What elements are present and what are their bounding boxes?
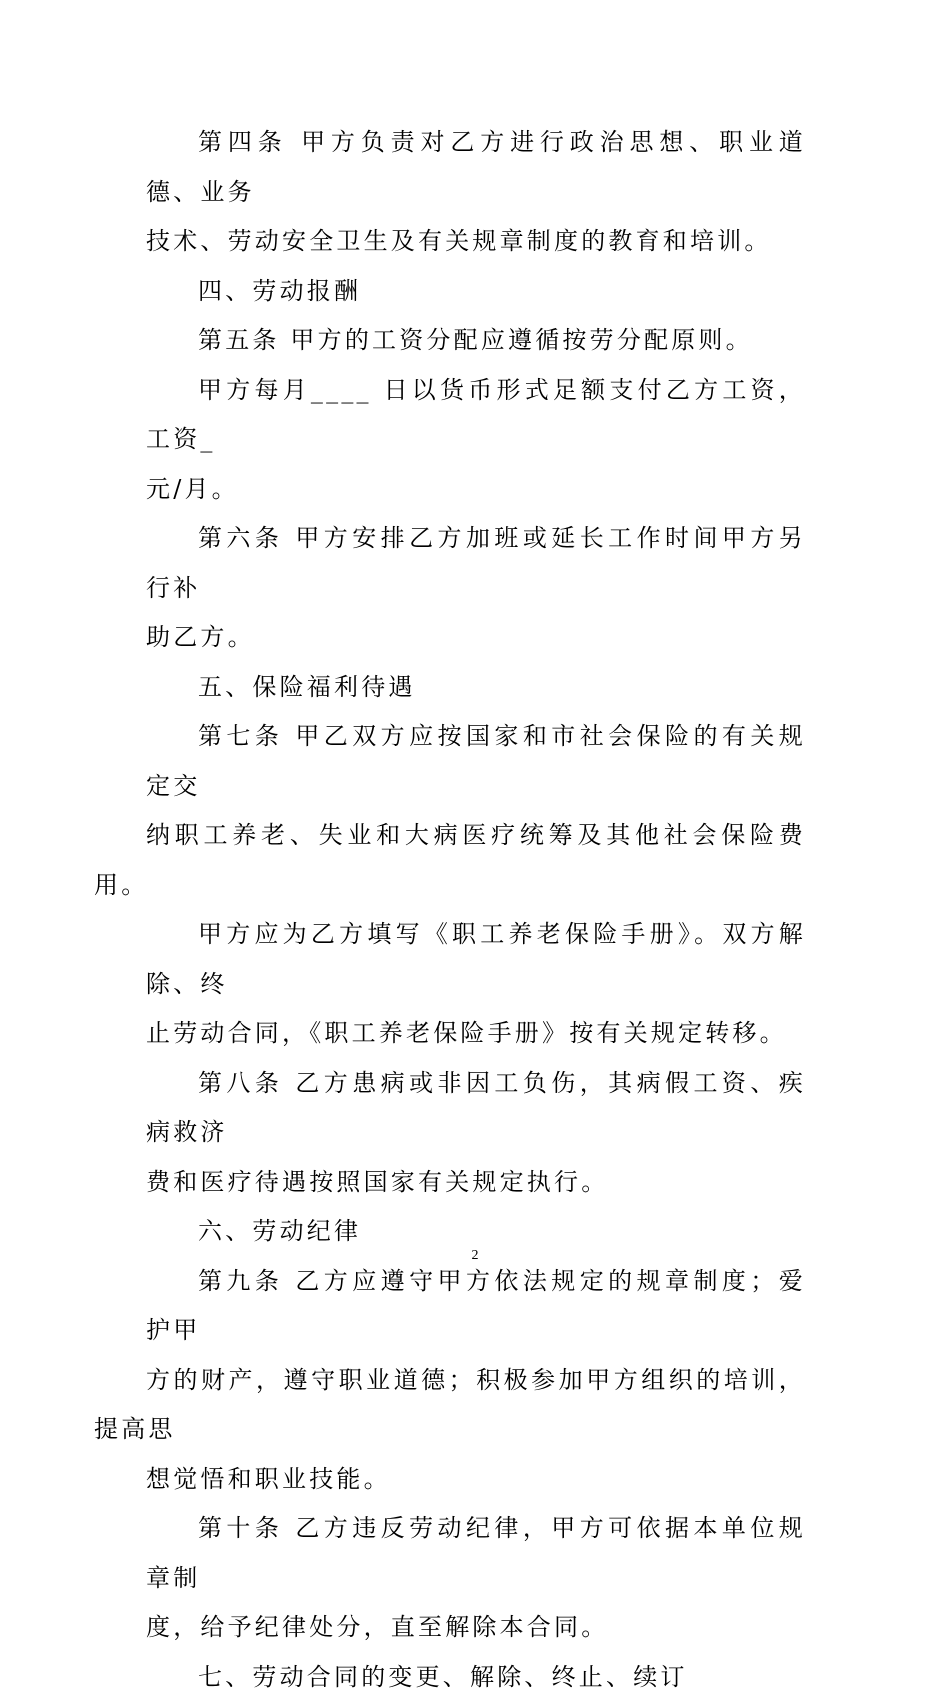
paragraph-article-4 [146,118,806,267]
paragraph-article-6 [146,514,806,663]
paragraph-article-8 [146,1059,806,1208]
text-line: 想觉悟和职业技能。 [94,1455,806,1505]
text-line: 第十条 乙方违反劳动纪律，甲方可依据本单位规章制 [146,1504,806,1603]
text-line: 技术、劳动安全卫生及有关规章制度的教育和培训。 [94,217,806,267]
document-body [146,118,806,1702]
text-line: 度，给予纪律处分，直至解除本合同。 [94,1603,806,1653]
paragraph-article-5 [146,316,806,366]
text-line: 甲方应为乙方填写《职工养老保险手册》。双方解除、终 [146,910,806,1009]
text-line: 元/月。 [94,465,806,515]
text-line: 止劳动合同，《职工养老保险手册》按有关规定转移。 [94,1009,806,1059]
paragraph-pension-manual [146,910,806,1059]
text-line: 五、保险福利待遇 [146,663,806,713]
text-line: 七、劳动合同的变更、解除、终止、续订 [146,1653,806,1702]
section-heading-contract-changes [146,1653,806,1702]
text-line: 第六条 甲方安排乙方加班或延长工作时间甲方另行补 [146,514,806,613]
paragraph-article-7 [146,712,806,910]
paragraph-wage-payment [146,366,806,515]
text-line: 费和医疗待遇按照国家有关规定执行。 [94,1158,806,1208]
text-line: 助乙方。 [94,613,806,663]
page-number: 2 [0,1248,950,1264]
text-line: 六、劳动纪律 [146,1207,806,1257]
text-line: 第七条 甲乙双方应按国家和市社会保险的有关规定交 [146,712,806,811]
paragraph-article-9 [146,1257,806,1505]
paragraph-article-10 [146,1504,806,1653]
text-line: 第八条 乙方患病或非因工负伤，其病假工资、疾病救济 [146,1059,806,1158]
text-line: 第五条 甲方的工资分配应遵循按劳分配原则。 [146,316,806,366]
section-heading-remuneration [146,267,806,317]
text-line: 第四条 甲方负责对乙方进行政治思想、职业道德、业务 [146,118,806,217]
text-line: 第九条 乙方应遵守甲方依法规定的规章制度；爱护甲 [146,1257,806,1356]
text-line: 方的财产，遵守职业道德；积极参加甲方组织的培训，提高思 [94,1356,806,1455]
section-heading-insurance [146,663,806,713]
text-line: 纳职工养老、失业和大病医疗统筹及其他社会保险费用。 [94,811,806,910]
text-line: 四、劳动报酬 [146,267,806,317]
text-line: 甲方每月____ 日以货币形式足额支付乙方工资，工资_ [146,366,806,465]
